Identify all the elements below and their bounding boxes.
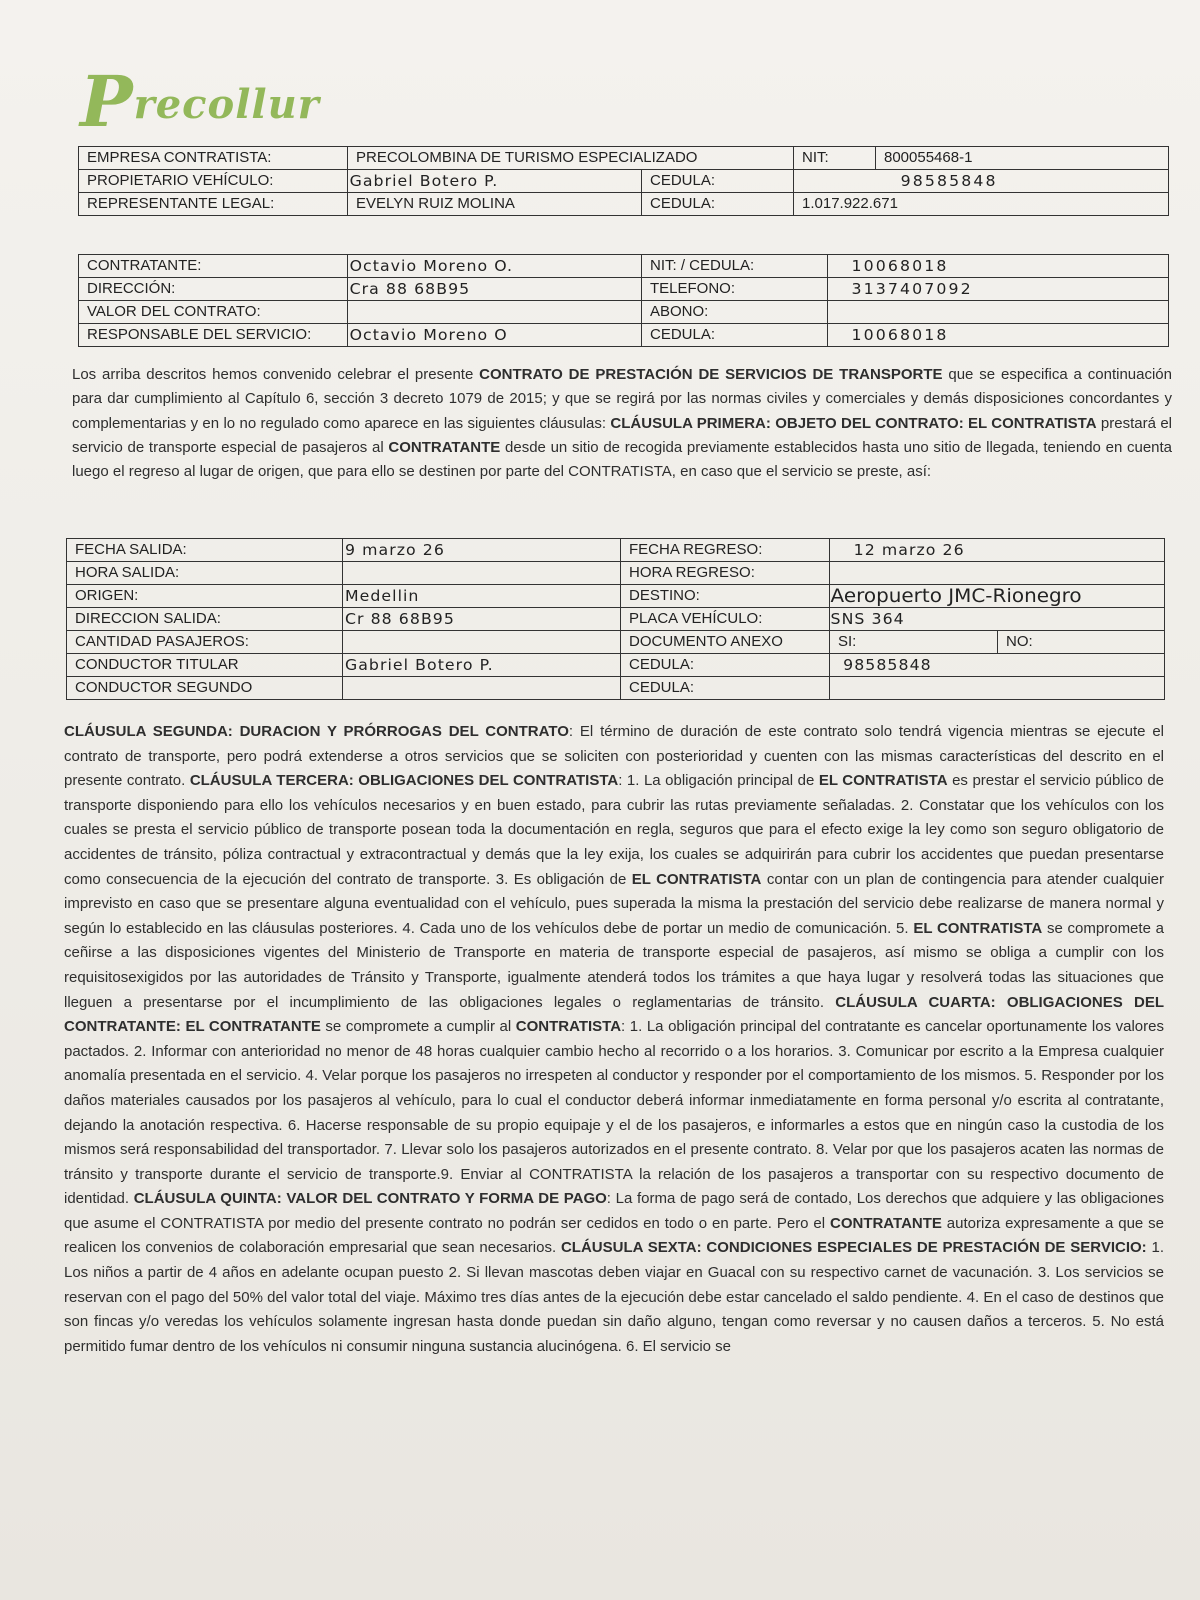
hora-regreso-label: HORA REGRESO:: [621, 562, 830, 585]
conductor-titular-cedula-label: CEDULA:: [621, 654, 830, 677]
documento-label: DOCUMENTO ANEXO: [621, 631, 830, 654]
representante-cedula-label: CEDULA:: [642, 193, 794, 216]
clauses-body: [64, 720, 1164, 1359]
empresa-label: EMPRESA CONTRATISTA:: [79, 147, 348, 170]
clause-5-text-2: autoriza expresamente a que se realicen los convenios de colaboración empresarial que sean necesarios.: [64, 1214, 1165, 1257]
nit-value: 800055468-1: [876, 147, 1169, 170]
intro-paragraph: [72, 363, 1172, 484]
telefono-label: TELEFONO:: [642, 278, 828, 301]
abono-label: ABONO:: [642, 301, 828, 324]
clause-5-text-1: : La forma de pago será de contado, Los derechos que adquiere y las obligaciones que asume el CONTRATISTA por medio del presente contrato no podrán ser cedidos en todo o en parte. Pero el: [64, 1190, 1164, 1232]
hora-regreso-value: [830, 562, 1165, 585]
conductor-segundo-value: [343, 677, 621, 700]
responsable-cedula-label: CEDULA:: [642, 324, 828, 347]
cantidad-label: CANTIDAD PASAJEROS:: [67, 631, 343, 654]
conductor-titular-cedula: 98585848: [821, 654, 1173, 677]
clause-5-title: CLÁUSULA QUINTA: VALOR DEL CONTRATO Y FORMA DE PAGO: [133, 1190, 607, 1208]
intro-contract-title: CONTRATO DE PRESTACIÓN DE SERVICIOS DE TRANSPORTE: [479, 366, 943, 383]
clause-1-title: CLÁUSULA PRIMERA: OBJETO DEL CONTRATO: EL CONTRATISTA: [610, 414, 1097, 432]
clause-3-text-1: : 1. La obligación principal de: [618, 772, 819, 790]
clause-1-text-a: prestará el servicio de transporte especial de pasajeros al: [72, 414, 1172, 456]
contratante-value: Octavio Moreno O.: [340, 255, 649, 278]
responsable-label: RESPONSABLE DEL SERVICIO:: [79, 324, 348, 347]
clause-2-title: CLÁUSULA SEGUNDA: DURACION Y PRÓRROGAS DEL CONTRATO: [64, 723, 569, 740]
responsable-value: Octavio Moreno O: [340, 324, 649, 347]
precollur-logo: Precollur: [80, 60, 320, 143]
destino-value: Aeropuerto JMC-Rionegro: [821, 585, 1173, 608]
si-label: SI:: [830, 631, 998, 654]
clause-2-text: : El término de duración de este contrato solo tendrá vigencia mientras se ejecute el contrato de transporte, pero podrá extenderse a otros servicios que se soliciten con posterioridad y cuenten con las mismas características del descrito en el presente contrato.: [64, 723, 1165, 790]
placa-value: SNS 364: [821, 608, 1173, 631]
intro-text-2: que se especifica a continuación para dar cumplimiento al Capítulo 6, sección 3 decreto 1079 de 2015; y que se regirá por las normas civiles y comerciales y demás disposiciones concordantes y complementarias y en lo no regulado como aparece en las siguientes cláusulas:: [72, 366, 1172, 432]
representante-value: EVELYN RUIZ MOLINA: [348, 193, 642, 216]
conductor-titular-value: Gabriel Botero P.: [336, 654, 628, 677]
cantidad-value: [343, 631, 621, 654]
direccion-salida-label: DIRECCION SALIDA:: [67, 608, 343, 631]
intro-text-1: Los arriba descritos hemos convenido celebrar el presente: [72, 366, 480, 383]
hora-salida-label: HORA SALIDA:: [67, 562, 343, 585]
propietario-cedula-label: CEDULA:: [642, 170, 794, 193]
representante-label: REPRESENTANTE LEGAL:: [79, 193, 348, 216]
clause-3-bold-1: EL CONTRATISTA: [818, 772, 948, 790]
empresa-value: PRECOLOMBINA DE TURISMO ESPECIALIZADO: [348, 147, 794, 170]
valor-label: VALOR DEL CONTRATO:: [79, 301, 348, 324]
nit-cedula-value: 10068018: [819, 255, 1177, 278]
clause-6-text: 1. Los niños a partir de 4 años en adelante ocupan puesto 2. Si llevan mascotas deben viajar en Guacal con su respectivo carnet de vacunación. 3. Los servicios se reservan con el pago del 50% del valor total del viaje. Máximo tres días antes de la ejecución debe estar cancelado el saldo pendiente. 4. En el caso de destinos que son fincas y/o veredas los vehículos solamente ingresan hasta donde puedan sin daño alguno, tengan como reversar y no causen daños a terceros. 5. No está permitido fumar dentro de los vehículos ni consumir ninguna sustancia alucinógena. 6. El servicio se: [64, 1239, 1164, 1355]
clause-3-text-4: se compromete a ceñirse a las disposiciones vigentes del Ministerio de Transporte en materia de transporte especial de pasajeros, así mismo se obliga a cumplir con los requisitosexigidos por las autoridades de Tránsito y Transporte, igualmente atenderá todos los trámites a que haya lugar y resolverá todas las situaciones que lleguen a presentarse por el incumplimiento de las obligaciones legales o reglamentarias de tránsito.: [64, 919, 1165, 1011]
propietario-cedula: 98585848: [784, 170, 1178, 193]
propietario-label: PROPIETARIO VEHÍCULO:: [79, 170, 348, 193]
fecha-regreso-value: 12 marzo 26: [821, 539, 1173, 562]
conductor-titular-label: CONDUCTOR TITULAR: [67, 654, 343, 677]
client-table: [78, 254, 1169, 347]
responsable-cedula: 10068018: [819, 324, 1177, 347]
conductor-segundo-label: CONDUCTOR SEGUNDO: [67, 677, 343, 700]
fecha-regreso-label: FECHA REGRESO:: [621, 539, 830, 562]
clause-3-bold-3: EL CONTRATISTA: [913, 919, 1043, 937]
direccion-label: DIRECCIÓN:: [79, 278, 348, 301]
clause-3-bold-2: EL CONTRATISTA: [631, 870, 762, 888]
company-table: [78, 146, 1169, 216]
conductor-segundo-cedula: [830, 677, 1165, 700]
hora-salida-value: [343, 562, 621, 585]
origen-label: ORIGEN:: [67, 585, 343, 608]
nit-cedula-label: NIT: / CEDULA:: [642, 255, 828, 278]
propietario-value: Gabriel Botero P.: [340, 170, 649, 193]
clause-5-bold-1: CONTRATANTE: [829, 1214, 942, 1232]
destino-label: DESTINO:: [621, 585, 830, 608]
nit-label: NIT:: [794, 147, 876, 170]
abono-value: [828, 301, 1169, 324]
clause-1-contratante: CONTRATANTE: [388, 438, 501, 456]
clause-4-title: CLÁUSULA CUARTA: OBLIGACIONES DEL CONTRATANTE: EL CONTRATANTE: [64, 993, 1164, 1036]
telefono-value: 3137407092: [819, 278, 1177, 301]
clause-6-title: CLÁUSULA SEXTA: CONDICIONES ESPECIALES DE PRESTACIÓN DE SERVICIO:: [560, 1239, 1147, 1257]
origen-value: Medellin: [336, 585, 628, 608]
trip-table: [66, 538, 1165, 700]
direccion-value: Cra 88 68B95: [340, 278, 649, 301]
clause-3-text-3: contar con un plan de contingencia para atender cualquier imprevisto en caso que se presentare alguna eventualidad con el vehículo, pues superada la misma la prestación del servicio debe realizarse de manera normal y según lo establecido en las cláusulas posteriores. 4. Cada uno de los vehículos debe de portar un medio de comunicación. 5.: [64, 870, 1164, 937]
direccion-salida-value: Cr 88 68B95: [336, 608, 628, 631]
fecha-salida-label: FECHA SALIDA:: [67, 539, 343, 562]
clause-4-text-2: : 1. La obligación principal del contratante es cancelar oportunamente los valores pactados. 2. Informar con anterioridad no menor de 48 horas cualquier cambio hecho al recorrido o a los horarios. 3. Comunicar por escrito a la Empresa cualquier anomalía presentada en el servicio. 4. Velar porque los pasajeros no irrespeten al conductor y responder por el comportamiento de los mismos. 5. Responder por los daños materiales causados por los pasajeros al vehículo, para lo cual el conductor deberá informar inmediatamente en forma personal y/o escrita al contratante, dejando la anotación respectiva. 6. Hacerse responsable de su propio equipaje y el de los pasajeros, e informarles a estos que en ningún caso la custodia de los mismos será responsabilidad del transportador. 7. Llevar solo los pasajeros autorizados en el presente contrato. 8. Velar por que los pasajeros acaten las normas de tránsito y transporte durante el servicio de transporte.9. Enviar al CONTRATISTA la relación de los pasajeros a transportar con su respectivo documento de identidad.: [64, 1018, 1164, 1208]
fecha-salida-value: 9 marzo 26: [336, 539, 628, 562]
valor-value: [348, 301, 642, 324]
clause-3-text-2: es prestar el servicio público de transporte disponiendo para ello los vehículos necesarios y en buen estado, para cubrir las rutas previamente señaladas. 2. Constatar que los vehículos con los cuales se presta el servicio público de transporte posean toda la documentación en regla, seguros que para el efecto exige la ley como son seguro obligatorio de accidentes de tránsito, póliza contractual y extracontractual y demás que la ley exija, los cuales se adquirirán para cubrir los accidentes que puedan presentarse como consecuencia de la ejecución del contrato de transporte. 3. Es obligación de: [64, 772, 1165, 888]
clause-4-bold-1: CONTRATISTA: [515, 1018, 622, 1036]
no-label: NO:: [998, 631, 1165, 654]
conductor-segundo-cedula-label: CEDULA:: [621, 677, 830, 700]
clause-1-text-b: desde un sitio de recogida previamente establecidos hasta uno sitio de llegada, teniendo en cuenta luego el regreso al lugar de origen, que para ello se destinen por parte del CONTRATISTA, en caso que el servicio se preste, así:: [72, 438, 1173, 481]
clause-3-title: CLÁUSULA TERCERA: OBLIGACIONES DEL CONTRATISTA: [189, 772, 619, 790]
representante-cedula: 1.017.922.671: [794, 193, 1169, 216]
placa-label: PLACA VEHÍCULO:: [621, 608, 830, 631]
contratante-label: CONTRATANTE:: [79, 255, 348, 278]
clause-4-text-1: se compromete a cumplir al: [320, 1018, 516, 1036]
